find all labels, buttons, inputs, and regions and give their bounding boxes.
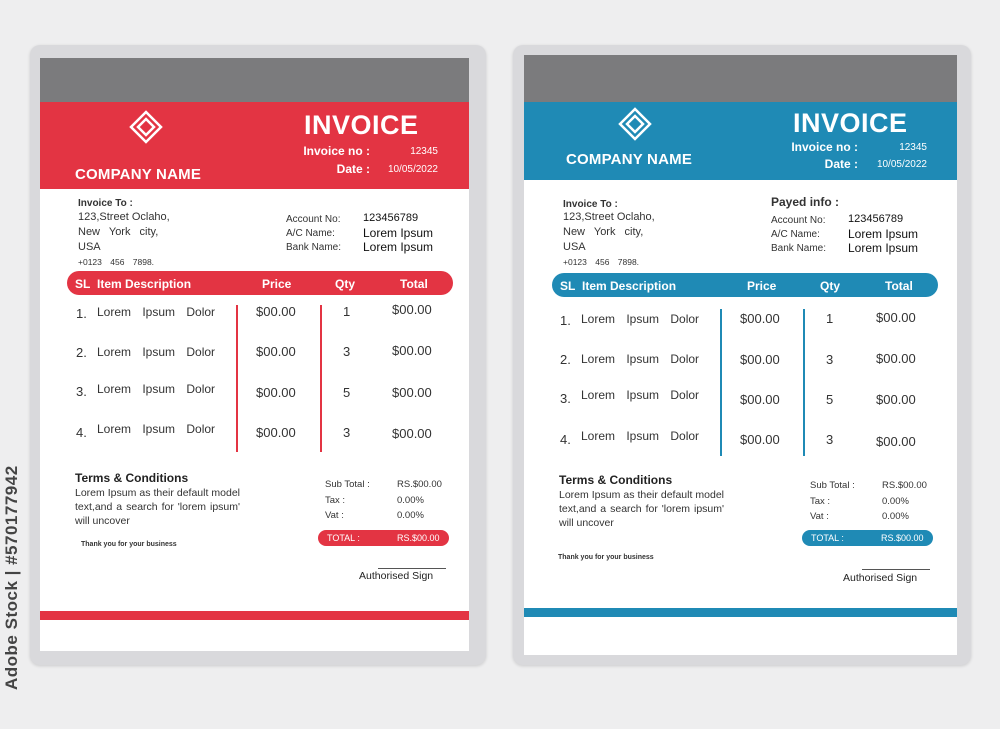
invoice-to-label: Invoice To : <box>563 199 618 210</box>
company-name: COMPANY NAME <box>75 166 202 183</box>
total-pill <box>318 530 449 546</box>
account-no-label: Account No: <box>286 214 341 225</box>
account-no-value: 123456789 <box>848 213 904 225</box>
total-value: RS.$00.00 <box>397 533 440 543</box>
row-total: $00.00 <box>392 302 432 317</box>
account-no-label: Account No: <box>771 215 826 226</box>
sub-total-label: Sub Total : <box>810 480 855 491</box>
row-description: Lorem Ipsum Dolor <box>97 305 216 319</box>
row-qty: 3 <box>826 352 834 367</box>
date-value: 10/05/2022 <box>876 159 927 170</box>
header-price: Price <box>747 279 777 293</box>
header-qty: Qty <box>335 277 356 291</box>
row-qty: 3 <box>343 425 351 440</box>
date-label: Date : <box>336 162 370 176</box>
bank-name-value: Lorem Ipsum <box>363 240 434 254</box>
address-line3: USA <box>563 241 586 253</box>
bank-name-label: Bank Name: <box>286 242 342 253</box>
phone: +0123 456 7898. <box>78 257 155 267</box>
header-sl: SL <box>75 277 91 291</box>
vat-label: Vat : <box>325 510 344 521</box>
row-price: $00.00 <box>740 352 780 367</box>
row-qty: 3 <box>826 432 834 447</box>
thanks-note: Thank you for your business <box>81 541 177 548</box>
tax-value: 0.00% <box>397 495 424 506</box>
terms-body: Lorem Ipsum as their default model text,and a search for 'lorem ipsum' will uncover <box>75 487 240 527</box>
ac-name-label: A/C Name: <box>286 228 335 239</box>
row-total: $00.00 <box>876 351 916 366</box>
header-description: Item Description <box>582 279 677 293</box>
row-price: $00.00 <box>256 385 296 400</box>
header-description: Item Description <box>97 277 192 291</box>
invoice-title: INVOICE <box>304 110 419 140</box>
diamond-logo-icon <box>129 110 163 144</box>
address-line2: New York city, <box>563 226 644 238</box>
row-number: 1. <box>560 313 571 328</box>
row-number: 3. <box>560 391 571 406</box>
top-grey-band <box>40 58 469 102</box>
column-divider <box>803 309 805 456</box>
date-label: Date : <box>824 157 858 171</box>
bank-name-value: Lorem Ipsum <box>848 241 919 255</box>
phone: +0123 456 7898. <box>563 257 640 267</box>
row-description: Lorem Ipsum Dolor <box>581 429 700 443</box>
invoice-no-value: 12345 <box>410 146 438 157</box>
address-line1: 123,Street Oclaho, <box>78 211 170 223</box>
row-price: $00.00 <box>256 425 296 440</box>
tax-label: Tax : <box>810 496 831 507</box>
table-header <box>67 271 453 295</box>
top-grey-band <box>524 55 957 102</box>
payed-info-label: Payed info : <box>771 195 840 209</box>
row-qty: 3 <box>343 344 351 359</box>
bank-name-label: Bank Name: <box>771 243 827 254</box>
invoice-paper-blue <box>524 55 957 655</box>
invoice-paper-red <box>40 58 469 651</box>
row-description: Lorem Ipsum Dolor <box>97 345 216 359</box>
row-total: $00.00 <box>876 434 916 449</box>
row-price: $00.00 <box>256 304 296 319</box>
authorised-sign: Authorised Sign <box>843 572 918 584</box>
invoice-title: INVOICE <box>793 108 908 138</box>
vat-value: 0.00% <box>397 510 424 521</box>
authorised-sign: Authorised Sign <box>359 570 434 582</box>
tax-value: 0.00% <box>882 496 909 507</box>
row-qty: 1 <box>826 311 834 326</box>
account-no-value: 123456789 <box>363 212 419 224</box>
row-qty: 5 <box>343 385 351 400</box>
date-value: 10/05/2022 <box>387 164 438 175</box>
address-line3: USA <box>78 241 101 253</box>
header-price: Price <box>262 277 292 291</box>
signature-line <box>378 568 446 569</box>
row-number: 3. <box>76 384 87 399</box>
sub-total-value: RS.$00.00 <box>397 479 442 490</box>
row-total: $00.00 <box>392 343 432 358</box>
header-total: Total <box>885 279 913 293</box>
header-sl: SL <box>560 279 576 293</box>
row-qty: 1 <box>343 304 351 319</box>
row-total: $00.00 <box>876 392 916 407</box>
row-number: 2. <box>560 352 571 367</box>
invoice-no-label: Invoice no : <box>791 140 858 154</box>
ac-name-value: Lorem Ipsum <box>848 227 919 241</box>
terms-body: Lorem Ipsum as their default model text,and a search for 'lorem ipsum' will uncover <box>559 489 724 529</box>
company-name: COMPANY NAME <box>566 151 693 168</box>
row-number: 4. <box>560 432 571 447</box>
row-total: $00.00 <box>392 385 432 400</box>
bottom-accent-bar <box>524 608 957 617</box>
invoice-frame-red <box>30 45 486 665</box>
vat-value: 0.00% <box>882 511 909 522</box>
terms-title: Terms & Conditions <box>559 473 673 487</box>
row-number: 4. <box>76 425 87 440</box>
address-line1: 123,Street Oclaho, <box>563 211 655 223</box>
vat-label: Vat : <box>810 511 829 522</box>
terms-title: Terms & Conditions <box>75 471 189 485</box>
invoice-frame-blue <box>513 45 971 665</box>
row-price: $00.00 <box>256 344 296 359</box>
ac-name-value: Lorem Ipsum <box>363 226 434 240</box>
table-header <box>552 273 938 297</box>
row-qty: 5 <box>826 392 834 407</box>
row-description: Lorem Ipsum Dolor <box>581 352 700 366</box>
row-price: $00.00 <box>740 311 780 326</box>
tax-label: Tax : <box>325 495 346 506</box>
address-line2: New York city, <box>78 226 159 238</box>
column-divider <box>236 305 238 452</box>
header-total: Total <box>400 277 428 291</box>
column-divider <box>320 305 322 452</box>
row-number: 1. <box>76 306 87 321</box>
diamond-logo-icon <box>618 107 652 141</box>
invoice-no-label: Invoice no : <box>303 144 370 158</box>
row-number: 2. <box>76 345 87 360</box>
total-pill <box>802 530 933 546</box>
row-price: $00.00 <box>740 432 780 447</box>
sub-total-value: RS.$00.00 <box>882 480 927 491</box>
ac-name-label: A/C Name: <box>771 229 820 240</box>
invoice-to-label: Invoice To : <box>78 198 133 209</box>
row-description: Lorem Ipsum Dolor <box>97 422 216 436</box>
thanks-note: Thank you for your business <box>558 554 654 561</box>
row-total: $00.00 <box>392 426 432 441</box>
total-label: TOTAL : <box>327 533 360 543</box>
row-price: $00.00 <box>740 392 780 407</box>
row-description: Lorem Ipsum Dolor <box>581 312 700 326</box>
signature-line <box>862 569 930 570</box>
column-divider <box>720 309 722 456</box>
row-description: Lorem Ipsum Dolor <box>581 388 700 402</box>
side-watermark: Adobe Stock | #570177942 <box>2 465 21 690</box>
invoice-no-value: 12345 <box>899 142 927 153</box>
bottom-accent-bar <box>40 611 469 620</box>
row-description: Lorem Ipsum Dolor <box>97 382 216 396</box>
total-value: RS.$00.00 <box>881 533 924 543</box>
sub-total-label: Sub Total : <box>325 479 370 490</box>
row-total: $00.00 <box>876 310 916 325</box>
header-qty: Qty <box>820 279 841 293</box>
total-label: TOTAL : <box>811 533 844 543</box>
